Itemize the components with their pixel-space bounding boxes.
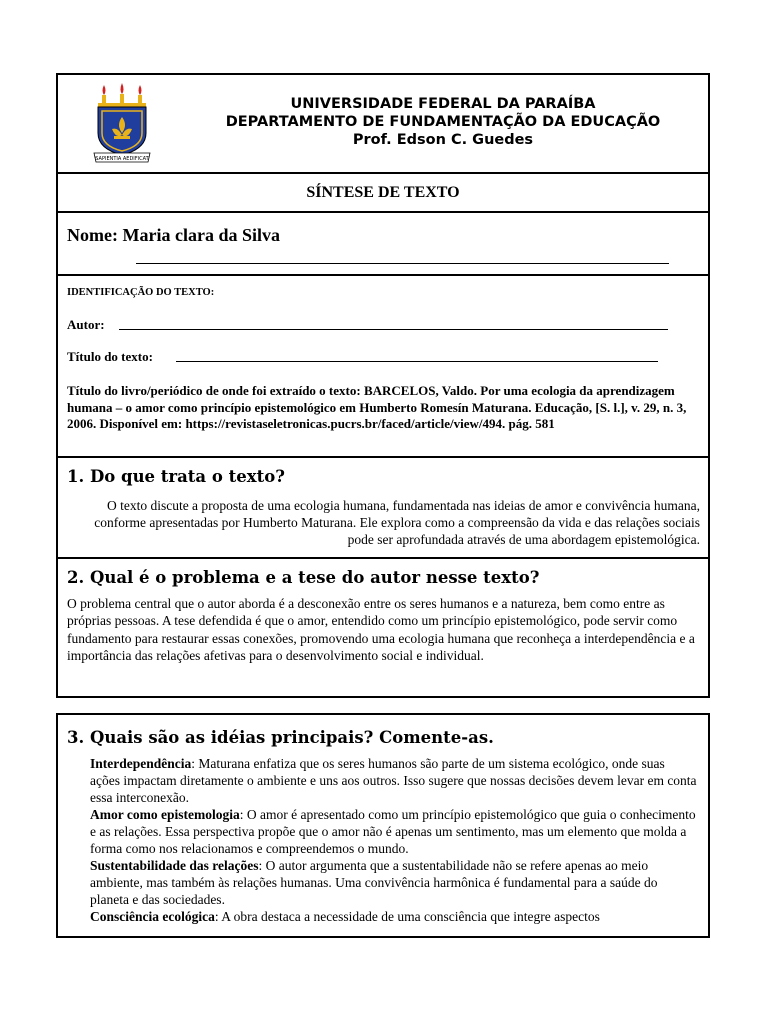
question-3-title: 3. Quais são as idéias principais? Comente-as. [67, 728, 494, 747]
idea-term: Interdependência [90, 756, 192, 771]
title-line [176, 361, 658, 362]
identification-heading: IDENTIFICAÇÃO DO TEXTO: [67, 287, 215, 298]
main-ideas-list [90, 755, 698, 925]
identification-section [58, 276, 708, 458]
author-line [119, 329, 668, 330]
header-text [178, 95, 708, 149]
logo-motto: SAPIENTIA AEDIFICAT [95, 156, 149, 162]
question-2-answer: O problema central que o autor aborda é a desconexão entre os seres humanos e a natureza, bem como entre as próprias pessoas. A tese defendida é que o amor, entendido como um princípio epistemológico, pode servir como fundamento para restaurar essas conexões, promovendo uma ecologia humana que reconheça a interdependência e a importância das relações afetivas para o desenvolvimento social e individual. [67, 596, 695, 663]
name-section [58, 213, 708, 276]
university-crest-logo [92, 83, 152, 163]
header [58, 75, 708, 174]
question-1-answer: O texto discute a proposta de uma ecologia humana, fundamentada nas ideias de amor e convivência humana, conforme apresentadas por Humberto Maturana. Ele explora como a compreensão da vida e das relações sociais pode ser aprofundada através de uma abordagem epistemológica. [94, 498, 700, 547]
professor-name: Prof. Edson C. Guedes [352, 132, 534, 148]
name-value: Maria clara da Silva [122, 225, 280, 245]
book-value: BARCELOS, Valdo. Por uma ecologia da aprendizagem humana – o amor como princípio epistemológico em Humberto Romesín Maturana. Educação, [S. l.], v. 29, n. 3, 2006. Disponível em: https://revistaseletronicas.pucrs.br/faced/article/view/494. pág. 581 [67, 383, 687, 431]
question-2-title: 2. Qual é o problema e a tese do autor nesse texto? [67, 568, 540, 587]
form-title: SÍNTESE DE TEXTO [58, 174, 708, 213]
idea-term: Amor como epistemologia [90, 807, 240, 822]
name-underline [136, 263, 669, 264]
department-name: DEPARTAMENTO DE FUNDAMENTAÇÃO DA EDUCAÇÃO [225, 114, 661, 130]
title-label: Título do texto: [67, 349, 153, 364]
book-reference [67, 383, 696, 433]
idea-term: Consciência ecológica [90, 909, 215, 924]
question-3-box [56, 713, 710, 938]
university-name: UNIVERSIDADE FEDERAL DA PARAÍBA [290, 96, 596, 112]
form-main-box [56, 73, 710, 698]
idea-item: Sustentabilidade das relações: O autor argumenta que a sustentabilidade não se refere apenas ao meio ambiente, mas também às relações humanas. Uma convivência harmônica é fundamental para a saúde do planeta e das sociedades. [90, 858, 658, 907]
idea-item: Consciência ecológica: A obra destaca a necessidade de uma consciência que integre aspectos [90, 909, 600, 924]
idea-item: Interdependência: Maturana enfatiza que os seres humanos são parte de um sistema ecológico, onde suas ações impactam diretamente o ambiente e uns aos outros. Isso sugere que nossas decisões devem levar em conta essa interconexão. [90, 756, 697, 805]
idea-term: Sustentabilidade das relações [90, 858, 259, 873]
book-label: Título do livro/periódico de onde foi extraído o texto: [67, 383, 361, 398]
question-1-title: 1. Do que trata o texto? [67, 467, 285, 486]
question-1 [58, 458, 708, 559]
author-label: Autor: [67, 317, 105, 332]
name-label: Nome: [67, 225, 118, 245]
question-2 [58, 559, 708, 698]
idea-item: Amor como epistemologia: O amor é apresentado como um princípio epistemológico que guia o conhecimento e as relações. Essa perspectiva propõe que o amor não é apenas um sentimento, mas um elemento que molda a forma como nos relacionamos e compreendemos o mundo. [90, 807, 696, 856]
